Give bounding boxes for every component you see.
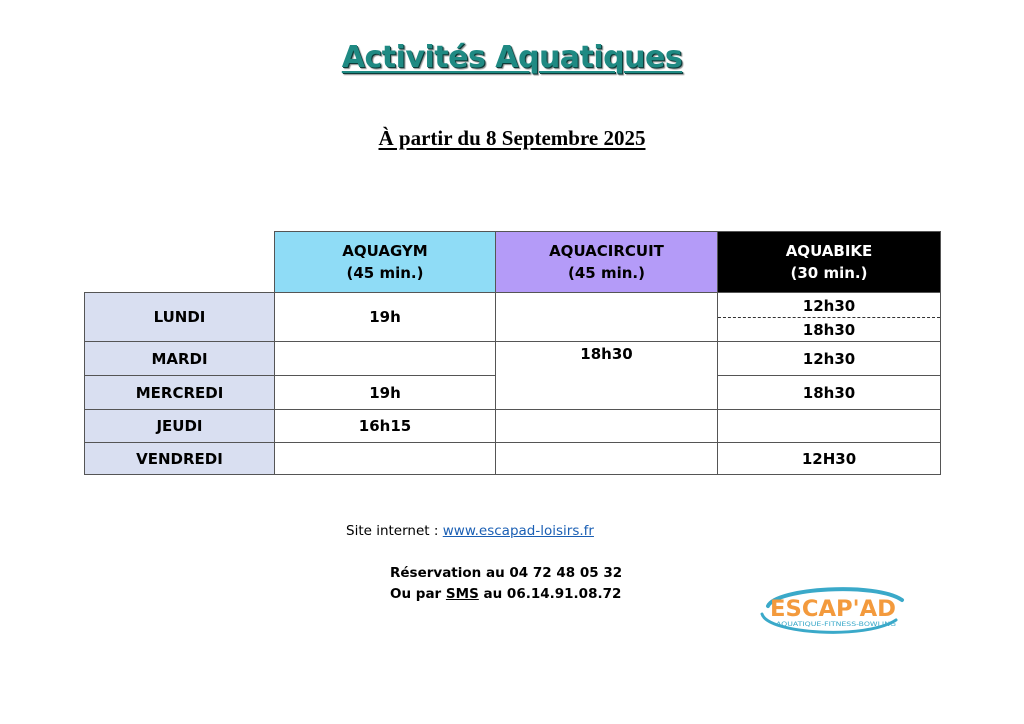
logo-name: ESCAP'AD [770,597,896,622]
start-date: À partir du 8 Septembre 2025 [378,126,646,150]
cell-mardi-aquagym [274,341,496,376]
cell-jeudi-aquagym: 16h15 [274,409,496,443]
day-mardi: MARDI [84,341,275,376]
logo-tagline: AQUATIQUE-FITNESS-BOWLING [776,621,897,628]
escapad-logo [756,584,906,636]
header-aquagym-name: AQUAGYM [342,242,428,260]
day-jeudi: JEUDI [84,409,275,443]
day-vendredi: VENDREDI [84,442,275,475]
sms-word: SMS [445,586,479,602]
day-mercredi: MERCREDI [84,375,275,410]
cell-mardi-mercredi-aquacircuit: 18h30 [495,341,718,410]
cell-mercredi-aquabike: 18h30 [717,375,941,410]
header-aquacircuit [495,231,718,293]
header-aquagym [274,231,496,293]
sms-line [390,586,621,602]
day-lundi: LUNDI [84,292,275,342]
header-aquabike-name: AQUABIKE [785,242,873,260]
header-aquabike-duration: (30 min.) [790,264,868,282]
cell-lundi-aquagym: 19h [274,292,496,342]
cell-vendredi-aquabike: 12H30 [717,442,941,475]
cell-vendredi-aquagym [274,442,496,475]
cell-lundi-aquacircuit [495,292,718,342]
header-aquagym-duration: (45 min.) [346,264,424,282]
header-aquacircuit-duration: (45 min.) [568,264,645,282]
cell-mardi-aquabike: 12h30 [717,341,941,376]
lundi-aquabike-slot-2: 18h30 [718,317,940,342]
site-label: Site internet : [346,523,439,539]
sms-prefix: Ou par [390,586,442,602]
cell-lundi-aquabike [717,292,941,342]
site-link[interactable]: www.escapad-loisirs.fr [442,523,594,539]
cell-jeudi-aquabike [717,409,941,443]
site-line [346,523,594,539]
lundi-aquabike-slot-1: 12h30 [802,296,856,315]
header-aquacircuit-name: AQUACIRCUIT [549,242,664,260]
sms-number: au 06.14.91.08.72 [483,586,622,602]
page-title: Activités Aquatiques [341,40,683,75]
schedule-table [84,231,941,475]
reservation-phone: Réservation au 04 72 48 05 32 [390,565,623,581]
cell-jeudi-aquacircuit [495,409,718,443]
cell-vendredi-aquacircuit [495,442,718,475]
cell-mercredi-aquagym: 19h [274,375,496,410]
header-aquabike [717,231,941,293]
